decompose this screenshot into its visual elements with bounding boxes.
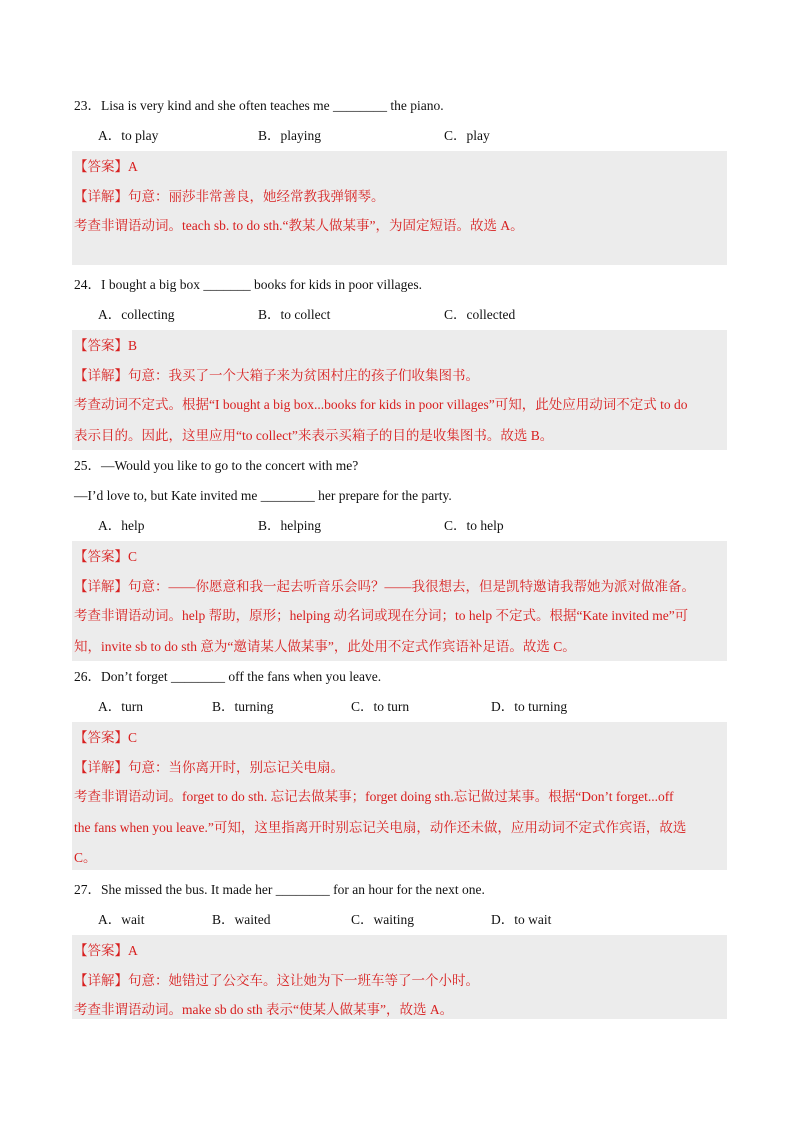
option-b: B．to collect xyxy=(258,307,331,322)
option-b: B．helping xyxy=(258,518,321,533)
explanation-line: 知，invite sb to do sth 意为“邀请某人做某事”，此处用不定式作宾语补足语。故选 C。 xyxy=(74,639,576,654)
explanation-line: 【详解】句意：——你愿意和我一起去听音乐会吗？——我很想去，但是凯特邀请我帮她为派对做准备。 xyxy=(74,579,695,594)
answer-label: 【答案】A xyxy=(74,159,138,174)
question-24-stem: 24．I bought a big box _______ books for kids in poor villages. xyxy=(74,277,422,292)
option-c: C．play xyxy=(444,128,490,143)
explanation-line: 【详解】句意：丽莎非常善良，她经常教我弹钢琴。 xyxy=(74,189,385,204)
answer-label: 【答案】C xyxy=(74,549,138,564)
answer-box-26 xyxy=(72,722,727,870)
question-25-stem: 25．—Would you like to go to the concert with me? xyxy=(74,458,359,473)
answer-label: 【答案】A xyxy=(74,943,138,958)
answer-label: 【答案】B xyxy=(74,338,138,353)
option-c: C．to turn xyxy=(351,699,410,714)
explanation-line: 考查非谓语动词。help 帮助，原形；helping 动名词或现在分词；to help 不定式。根据“Kate invited me”可 xyxy=(74,608,689,623)
explanation-line: 考查非谓语动词。teach sb. to do sth.“教某人做某事”，为固定短语。故选 A。 xyxy=(74,218,524,233)
question-27-options xyxy=(98,912,738,928)
option-a: A．help xyxy=(98,518,145,533)
option-a: A．to play xyxy=(98,128,159,143)
option-b: B．waited xyxy=(212,912,271,927)
question-23-stem: 23．Lisa is very kind and she often teaches me ________ the piano. xyxy=(74,98,444,113)
answer-box-23 xyxy=(72,151,727,265)
explanation-line: the fans when you leave.”可知，这里指离开时别忘记关电扇，动作还未做，应用动词不定式作宾语，故选 xyxy=(74,820,687,835)
option-d: D．to turning xyxy=(491,699,568,714)
question-25-stem-2: —I’d love to, but Kate invited me ________ her prepare for the party. xyxy=(74,488,452,503)
question-23-options xyxy=(98,128,738,144)
answer-box-25 xyxy=(72,541,727,661)
option-a: A．collecting xyxy=(98,307,175,322)
option-a: A．wait xyxy=(98,912,145,927)
answer-label: 【答案】C xyxy=(74,730,138,745)
explanation-line: 考查非谓语动词。make sb do sth 表示“使某人做某事”，故选 A。 xyxy=(74,1002,454,1017)
question-26-stem: 26．Don’t forget ________ off the fans when you leave. xyxy=(74,669,382,684)
option-c: C．to help xyxy=(444,518,504,533)
explanation-line: 【详解】句意：我买了一个大箱子来为贫困村庄的孩子们收集图书。 xyxy=(74,368,479,383)
question-25-options xyxy=(98,518,738,534)
option-c: C．waiting xyxy=(351,912,414,927)
question-24-options xyxy=(98,307,738,323)
explanation-line: 【详解】句意：当你离开时，别忘记关电扇。 xyxy=(74,760,344,775)
option-c: C．collected xyxy=(444,307,516,322)
explanation-line: 考查非谓语动词。forget to do sth. 忘记去做某事；forget doing sth.忘记做过某事。根据“Don’t forget...off xyxy=(74,789,674,804)
answer-box-27 xyxy=(72,935,727,1019)
explanation-line: C。 xyxy=(74,850,97,865)
option-b: B．turning xyxy=(212,699,274,714)
explanation-line: 考查动词不定式。根据“I bought a big box...books for kids in poor villages”可知，此处应用动词不定式 to do xyxy=(74,397,688,412)
answer-box-24 xyxy=(72,330,727,450)
option-a: A．turn xyxy=(98,699,143,714)
option-b: B．playing xyxy=(258,128,321,143)
explanation-line: 【详解】句意：她错过了公交车。这让她为下一班车等了一个小时。 xyxy=(74,973,479,988)
question-27-stem: 27．She missed the bus. It made her ________ for an hour for the next one. xyxy=(74,882,485,897)
question-26-options xyxy=(98,699,738,715)
explanation-line: 表示目的。因此，这里应用“to collect”来表示买箱子的目的是收集图书。故选 B。 xyxy=(74,428,554,443)
option-d: D．to wait xyxy=(491,912,552,927)
